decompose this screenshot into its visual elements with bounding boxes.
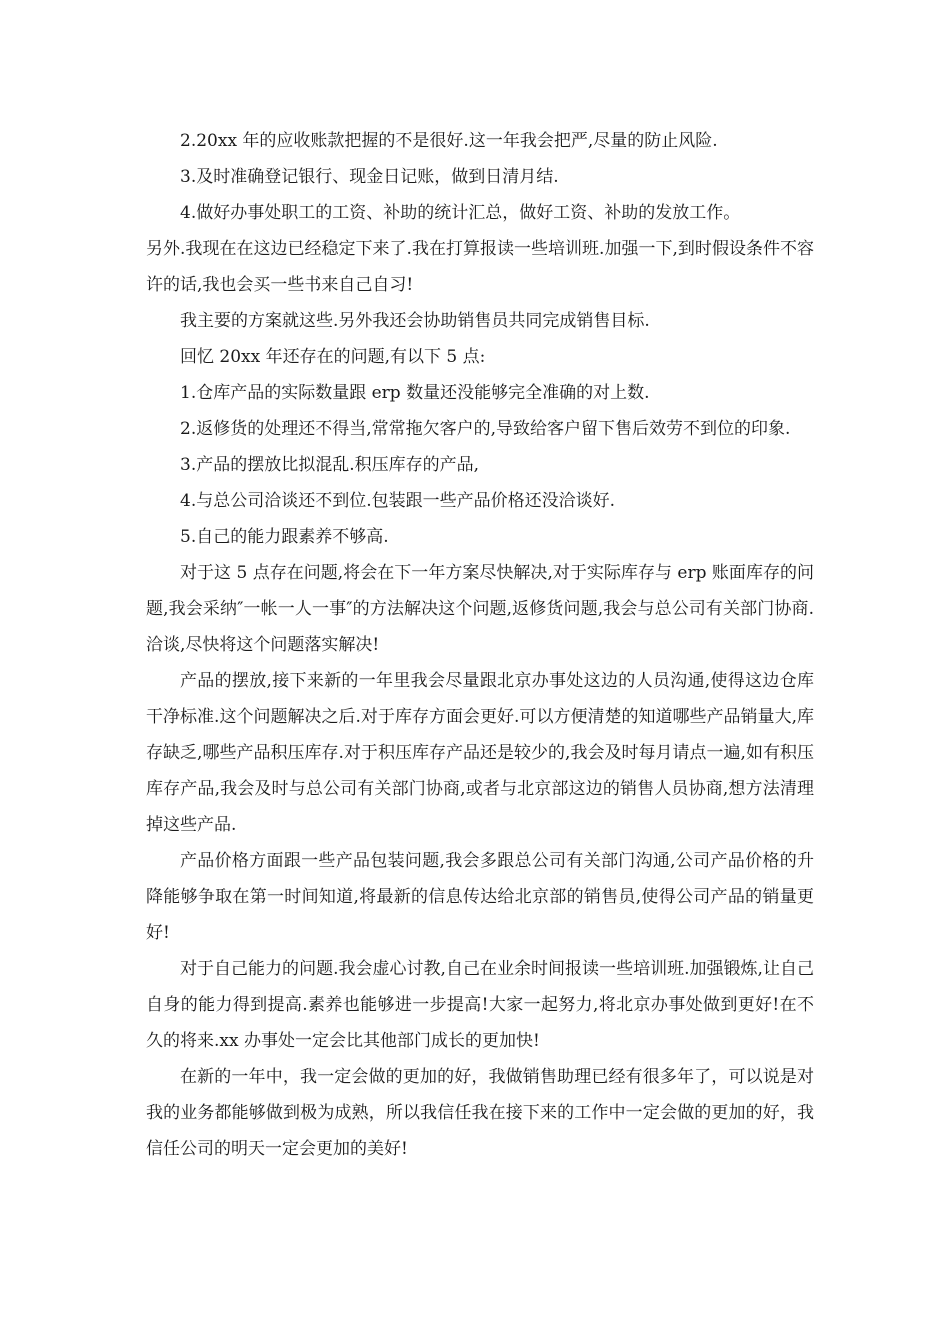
document-body	[146, 123, 814, 1167]
paragraph-problem-1: 1.仓库产品的实际数量跟 erp 数量还没能够完全准确的对上数.	[180, 383, 650, 403]
paragraph-bookkeeping: 3.及时准确登记银行、现金日记账，做到日清月结.	[180, 167, 559, 187]
paragraph-closing: 在新的一年中，我一定会做的更加的好，我做销售助理已经有很多年了，可以说是对我的业务都能够做到极为成熟，所以我信任我在接下来的工作中一定会做的更加的好，我信任公司的明天一定会更加的美好!	[146, 1067, 814, 1159]
paragraph-training: 另外.我现在在这边已经稳定下来了.我在打算报读一些培训班.加强一下,到时假设条件不容许的话,我也会买一些书来自己自习!	[146, 239, 814, 295]
paragraph-problem-5: 5.自己的能力跟素养不够高.	[180, 527, 389, 547]
paragraph-solution-inventory: 对于这 5 点存在问题,将会在下一年方案尽快解决,对于实际库存与 erp 账面库存的问题,我会采纳″一帐一人一事″的方法解决这个问题,返修货问题,我会与总公司有关部门协商.洽谈,尽快将这个问题落实解决!	[146, 563, 814, 655]
paragraph-payroll: 4.做好办事处职工的工资、补助的统计汇总，做好工资、补助的发放工作。	[180, 203, 741, 223]
paragraph-problem-3: 3.产品的摆放比拟混乱.积压库存的产品,	[180, 455, 480, 475]
paragraph-problem-4: 4.与总公司洽谈还不到位.包装跟一些产品价格还没洽谈好.	[180, 491, 616, 511]
paragraph-solution-ability: 对于自己能力的问题.我会虚心讨教,自己在业余时间报读一些培训班.加强锻炼,让自己自身的能力得到提高.素养也能够进一步提高!大家一起努力,将北京办事处做到更好!在不久的将来.xx 办事处一定会比其他部门成长的更加快!	[146, 959, 814, 1051]
paragraph-problem-2: 2.返修货的处理还不得当,常常拖欠客户的,导致给客户留下售后效劳不到位的印象.	[180, 419, 791, 439]
paragraph-problems-intro: 回忆 20xx 年还存在的问题,有以下 5 点:	[180, 347, 486, 367]
paragraph-plan-summary: 我主要的方案就这些.另外我还会协助销售员共同完成销售目标.	[180, 311, 650, 331]
paragraph-solution-pricing: 产品价格方面跟一些产品包装问题,我会多跟总公司有关部门沟通,公司产品价格的升降能够争取在第一时间知道,将最新的信息传达给北京部的销售员,使得公司产品的销量更好!	[146, 851, 814, 943]
paragraph-solution-placement: 产品的摆放,接下来新的一年里我会尽量跟北京办事处这边的人员沟通,使得这边仓库干净标准.这个问题解决之后.对于库存方面会更好.可以方便清楚的知道哪些产品销量大,库存缺乏,哪些产品积压库存.对于积压库存产品还是较少的,我会及时每月请点一遍,如有积压库存产品,我会及时与总公司有关部门协商,或者与北京部这边的销售人员协商,想方法清理掉这些产品.	[146, 671, 814, 835]
paragraph-receivables: 2.20xx 年的应收账款把握的不是很好.这一年我会把严,尽量的防止风险.	[180, 131, 718, 151]
